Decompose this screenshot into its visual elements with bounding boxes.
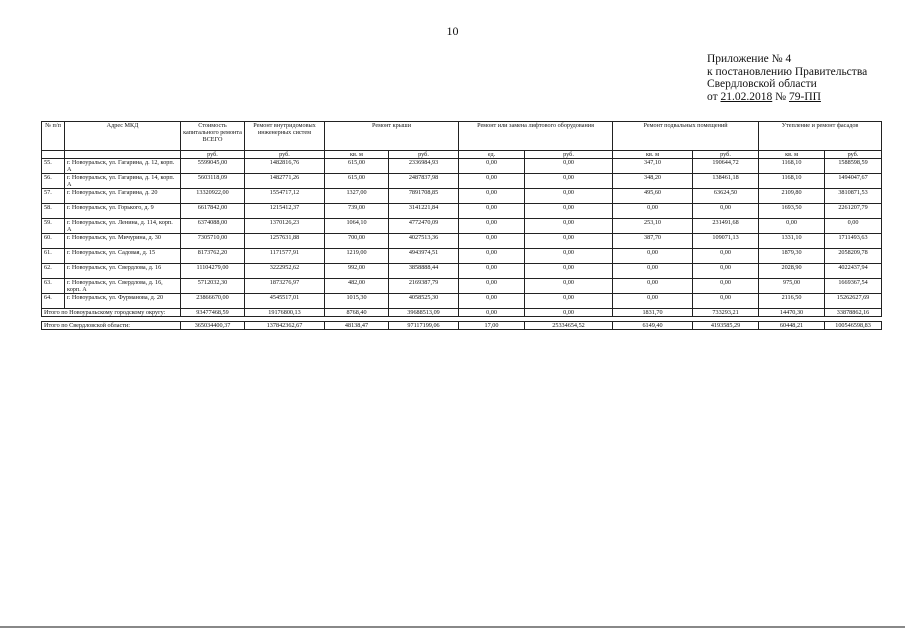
row-number: 58. xyxy=(42,204,65,219)
header-basement: Ремонт подвальных помещений xyxy=(613,122,759,151)
row-facade-rub: 1494047,67 xyxy=(825,174,882,189)
row-roof-sqm: 739,00 xyxy=(325,204,389,219)
unit-cell: руб. xyxy=(181,151,245,159)
region-total-label: Итого по Свердловской области: xyxy=(42,322,181,330)
district-total-fac-sqm: 14470,30 xyxy=(759,309,825,317)
row-roof-rub: 4058525,30 xyxy=(389,294,459,309)
unit-cell: руб. xyxy=(525,151,613,159)
row-roof-rub: 2169387,79 xyxy=(389,279,459,294)
row-total-cost: 8173762,20 xyxy=(181,249,245,264)
district-total-row xyxy=(42,309,882,317)
table-row xyxy=(42,159,882,174)
row-total-cost: 23866670,00 xyxy=(181,294,245,309)
row-facade-sqm: 0,00 xyxy=(759,219,825,234)
row-roof-sqm: 615,00 xyxy=(325,174,389,189)
region-total-elev-rub: 25334654,52 xyxy=(525,322,613,330)
header-address: Адрес МКД xyxy=(65,122,181,151)
table-row xyxy=(42,204,882,219)
row-number: 57. xyxy=(42,189,65,204)
row-elevator-units: 0,00 xyxy=(459,159,525,174)
row-basement-sqm: 253,10 xyxy=(613,219,693,234)
row-roof-rub: 7891708,85 xyxy=(389,189,459,204)
row-address: г. Новоуральск, ул. Горького, д. 9 xyxy=(65,204,181,219)
row-basement-sqm: 347,10 xyxy=(613,159,693,174)
row-elevator-rub: 0,00 xyxy=(525,174,613,189)
table-body xyxy=(42,159,882,309)
row-internal-systems: 1257631,88 xyxy=(245,234,325,249)
region-total-base-rub: 4193585,29 xyxy=(693,322,759,330)
region-total-cost: 365034400,37 xyxy=(181,322,245,330)
row-elevator-units: 0,00 xyxy=(459,249,525,264)
row-roof-rub: 3858888,44 xyxy=(389,264,459,279)
row-facade-rub: 1669367,54 xyxy=(825,279,882,294)
table-row xyxy=(42,219,882,234)
district-total-base-rub: 733293,21 xyxy=(693,309,759,317)
appendix-header xyxy=(707,53,867,103)
row-address: г. Новоуральск, ул. Свердлова, д. 16, корп. А xyxy=(65,279,181,294)
row-elevator-rub: 0,00 xyxy=(525,279,613,294)
row-basement-rub: 190644,72 xyxy=(693,159,759,174)
row-facade-rub: 4022437,94 xyxy=(825,264,882,279)
region-total-elev-units: 17,00 xyxy=(459,322,525,330)
row-roof-rub: 4772470,09 xyxy=(389,219,459,234)
row-number: 61. xyxy=(42,249,65,264)
row-basement-rub: 0,00 xyxy=(693,279,759,294)
table-row xyxy=(42,249,882,264)
row-elevator-rub: 0,00 xyxy=(525,204,613,219)
date-prefix: от xyxy=(707,90,718,103)
row-total-cost: 13320922,00 xyxy=(181,189,245,204)
region-total-row xyxy=(42,322,882,330)
appendix-title: Приложение № 4 xyxy=(707,53,792,65)
row-basement-rub: 0,00 xyxy=(693,294,759,309)
row-facade-rub: 0,00 xyxy=(825,219,882,234)
row-facade-sqm: 1879,30 xyxy=(759,249,825,264)
row-elevator-rub: 0,00 xyxy=(525,249,613,264)
row-roof-sqm: 615,00 xyxy=(325,159,389,174)
resolution-date: 21.02.2018 xyxy=(720,90,773,103)
row-number: 64. xyxy=(42,294,65,309)
row-elevator-units: 0,00 xyxy=(459,189,525,204)
unit-cell: руб. xyxy=(693,151,759,159)
row-basement-sqm: 495,60 xyxy=(613,189,693,204)
row-facade-rub: 15262627,69 xyxy=(825,294,882,309)
district-total-roof-sqm: 8768,40 xyxy=(325,309,389,317)
row-number: 55. xyxy=(42,159,65,174)
row-address: г. Новоуральск, ул. Гагарина, д. 12, корп. А xyxy=(65,159,181,174)
district-total-section xyxy=(42,309,882,330)
page-number: 10 xyxy=(446,24,459,38)
row-roof-sqm: 1327,00 xyxy=(325,189,389,204)
row-facade-sqm: 1168,10 xyxy=(759,159,825,174)
row-facade-sqm: 1168,10 xyxy=(759,174,825,189)
district-total-fac-rub: 33878862,16 xyxy=(825,309,882,317)
region-total-internal: 137842362,67 xyxy=(245,322,325,330)
row-facade-rub: 1588598,59 xyxy=(825,159,882,174)
row-basement-rub: 138461,18 xyxy=(693,174,759,189)
row-total-cost: 5599045,00 xyxy=(181,159,245,174)
row-roof-rub: 4027513,36 xyxy=(389,234,459,249)
row-basement-sqm: 0,00 xyxy=(613,249,693,264)
unit-cell: руб. xyxy=(389,151,459,159)
row-elevator-rub: 0,00 xyxy=(525,294,613,309)
row-roof-sqm: 1219,00 xyxy=(325,249,389,264)
row-roof-sqm: 1015,30 xyxy=(325,294,389,309)
row-total-cost: 11104279,00 xyxy=(181,264,245,279)
district-total-base-sqm: 1831,70 xyxy=(613,309,693,317)
row-address: г. Новоуральск, ул. Ленина, д. 114, корп. А xyxy=(65,219,181,234)
table-row xyxy=(42,279,882,294)
header-num: № п/п xyxy=(42,122,65,151)
table-row xyxy=(42,264,882,279)
appendix-region: Свердловской области xyxy=(707,78,817,90)
row-facade-sqm: 975,00 xyxy=(759,279,825,294)
row-elevator-units: 0,00 xyxy=(459,204,525,219)
row-address: г. Новоуральск, ул. Садовая, д. 15 xyxy=(65,249,181,264)
unit-cell: кв. м xyxy=(325,151,389,159)
row-elevator-units: 0,00 xyxy=(459,294,525,309)
region-total-fac-rub: 100546598,83 xyxy=(825,322,882,330)
table-row xyxy=(42,174,882,189)
page-bottom-edge xyxy=(0,626,905,628)
row-address: г. Новоуральск, ул. Гагарина, д. 20 xyxy=(65,189,181,204)
row-address: г. Новоуральск, ул. Гагарина, д. 14, корп. А xyxy=(65,174,181,189)
region-total-fac-sqm: 60448,21 xyxy=(759,322,825,330)
row-elevator-rub: 0,00 xyxy=(525,159,613,174)
row-number: 62. xyxy=(42,264,65,279)
header-facade: Утепление и ремонт фасадов xyxy=(759,122,882,151)
row-elevator-units: 0,00 xyxy=(459,219,525,234)
unit-cell: кв. м xyxy=(759,151,825,159)
row-roof-rub: 2336984,93 xyxy=(389,159,459,174)
repair-cost-table xyxy=(41,121,882,330)
row-total-cost: 5603118,09 xyxy=(181,174,245,189)
row-basement-rub: 0,00 xyxy=(693,204,759,219)
row-roof-rub: 2487837,98 xyxy=(389,174,459,189)
district-total-internal: 19176800,13 xyxy=(245,309,325,317)
row-elevator-units: 0,00 xyxy=(459,174,525,189)
row-elevator-units: 0,00 xyxy=(459,264,525,279)
row-internal-systems: 1482771,26 xyxy=(245,174,325,189)
row-elevator-rub: 0,00 xyxy=(525,219,613,234)
region-total-roof-sqm: 48138,47 xyxy=(325,322,389,330)
row-basement-rub: 109071,13 xyxy=(693,234,759,249)
table-row xyxy=(42,189,882,204)
row-total-cost: 6374088,00 xyxy=(181,219,245,234)
region-total-base-sqm: 6149,40 xyxy=(613,322,693,330)
row-facade-sqm: 1331,10 xyxy=(759,234,825,249)
row-basement-sqm: 348,20 xyxy=(613,174,693,189)
row-internal-systems: 1554717,12 xyxy=(245,189,325,204)
row-internal-systems: 1482816,76 xyxy=(245,159,325,174)
row-roof-sqm: 992,00 xyxy=(325,264,389,279)
row-basement-sqm: 387,70 xyxy=(613,234,693,249)
row-basement-sqm: 0,00 xyxy=(613,264,693,279)
row-address: г. Новоуральск, ул. Фурманова, д. 20 xyxy=(65,294,181,309)
row-elevator-units: 0,00 xyxy=(459,234,525,249)
appendix-date-line xyxy=(707,91,867,104)
header-roof: Ремонт крыши xyxy=(325,122,459,151)
row-basement-rub: 63624,50 xyxy=(693,189,759,204)
appendix-resolution: к постановлению Правительства xyxy=(707,65,868,78)
row-roof-sqm: 482,00 xyxy=(325,279,389,294)
unit-cell: ед. xyxy=(459,151,525,159)
district-total-elev-units: 0,00 xyxy=(459,309,525,317)
row-elevator-rub: 0,00 xyxy=(525,189,613,204)
row-facade-sqm: 2109,80 xyxy=(759,189,825,204)
district-total-roof-rub: 39688513,09 xyxy=(389,309,459,317)
row-internal-systems: 1171577,91 xyxy=(245,249,325,264)
row-basement-sqm: 0,00 xyxy=(613,279,693,294)
row-facade-sqm: 2028,90 xyxy=(759,264,825,279)
num-prefix: № xyxy=(775,90,787,103)
table-row xyxy=(42,294,882,309)
row-basement-sqm: 0,00 xyxy=(613,294,693,309)
district-total-elev-rub: 0,00 xyxy=(525,309,613,317)
row-total-cost: 5712032,30 xyxy=(181,279,245,294)
row-internal-systems: 1370126,23 xyxy=(245,219,325,234)
row-internal-systems: 4545517,01 xyxy=(245,294,325,309)
region-total-roof-rub: 97117199,06 xyxy=(389,322,459,330)
row-number: 60. xyxy=(42,234,65,249)
row-elevator-rub: 0,00 xyxy=(525,264,613,279)
row-internal-systems: 1873276,97 xyxy=(245,279,325,294)
header-internal-systems: Ремонт внутридомовых инженерных систем xyxy=(245,122,325,151)
row-facade-rub: 3810871,53 xyxy=(825,189,882,204)
row-facade-rub: 1711493,63 xyxy=(825,234,882,249)
row-number: 59. xyxy=(42,219,65,234)
unit-cell: кв. м xyxy=(613,151,693,159)
row-address: г. Новоуральск, ул. Свердлова, д. 16 xyxy=(65,264,181,279)
row-basement-rub: 0,00 xyxy=(693,249,759,264)
district-total-label: Итого по Новоуральскому городскому округу: xyxy=(42,309,181,317)
row-number: 56. xyxy=(42,174,65,189)
header-total-cost: Стоимость капитального ремонта ВСЕГО xyxy=(181,122,245,151)
unit-cell: руб. xyxy=(245,151,325,159)
row-facade-rub: 2261207,79 xyxy=(825,204,882,219)
row-address: г. Новоуральск, ул. Мичурина, д. 30 xyxy=(65,234,181,249)
row-roof-rub: 3141221,84 xyxy=(389,204,459,219)
row-facade-sqm: 1693,50 xyxy=(759,204,825,219)
row-basement-rub: 231491,68 xyxy=(693,219,759,234)
unit-cell: руб. xyxy=(825,151,882,159)
header-elevator: Ремонт или замена лифтового оборудования xyxy=(459,122,613,151)
row-elevator-rub: 0,00 xyxy=(525,234,613,249)
resolution-number: 79-ПП xyxy=(788,90,821,103)
row-elevator-units: 0,00 xyxy=(459,279,525,294)
row-basement-sqm: 0,00 xyxy=(613,204,693,219)
district-total-cost: 93477468,59 xyxy=(181,309,245,317)
row-total-cost: 6617842,00 xyxy=(181,204,245,219)
row-number: 63. xyxy=(42,279,65,294)
row-basement-rub: 0,00 xyxy=(693,264,759,279)
row-facade-sqm: 2116,50 xyxy=(759,294,825,309)
row-facade-rub: 2058209,78 xyxy=(825,249,882,264)
row-roof-sqm: 700,00 xyxy=(325,234,389,249)
row-roof-rub: 4943974,51 xyxy=(389,249,459,264)
row-internal-systems: 3222952,62 xyxy=(245,264,325,279)
row-internal-systems: 1215412,37 xyxy=(245,204,325,219)
row-total-cost: 7305710,00 xyxy=(181,234,245,249)
units-row xyxy=(42,151,882,159)
row-roof-sqm: 1064,10 xyxy=(325,219,389,234)
table-row xyxy=(42,234,882,249)
